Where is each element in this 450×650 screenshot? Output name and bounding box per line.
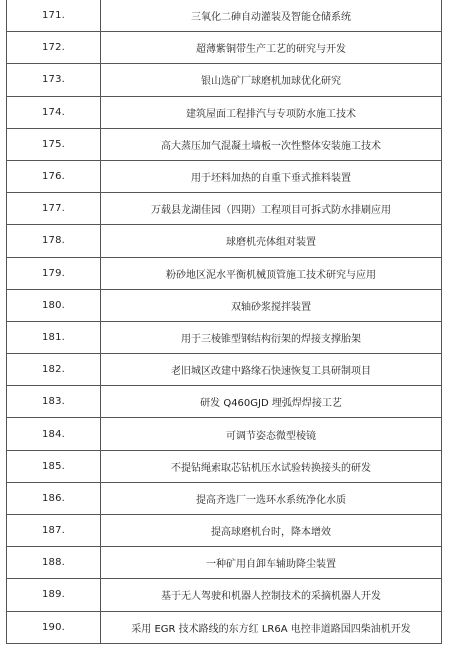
table-row <box>7 225 442 257</box>
project-title: 研发 Q460GJD 埋弧焊焊接工艺 <box>101 386 442 418</box>
project-title: 老旧城区改建中路缘石快速恢复工具研制项目 <box>101 354 442 386</box>
project-title: 三氧化二砷自动灌装及智能仓储系统 <box>101 0 442 32</box>
project-list-table <box>6 0 442 644</box>
row-number: 176. <box>7 160 101 192</box>
table-row <box>7 128 442 160</box>
table-body <box>7 0 442 643</box>
table-row <box>7 418 442 450</box>
row-number: 185. <box>7 450 101 482</box>
table-row <box>7 547 442 579</box>
table-row <box>7 354 442 386</box>
project-title: 一种矿用自卸车辅助降尘装置 <box>101 547 442 579</box>
row-number: 190. <box>7 611 101 643</box>
row-number: 188. <box>7 547 101 579</box>
row-number: 171. <box>7 0 101 32</box>
project-title: 基于无人驾驶和机器人控制技术的采摘机器人开发 <box>101 579 442 611</box>
table-row <box>7 193 442 225</box>
row-number: 178. <box>7 225 101 257</box>
table-row <box>7 515 442 547</box>
project-title: 建筑屋面工程排汽与专项防水施工技术 <box>101 96 442 128</box>
table-row <box>7 96 442 128</box>
project-title: 提高球磨机台时，降本增效 <box>101 515 442 547</box>
row-number: 183. <box>7 386 101 418</box>
table-row <box>7 386 442 418</box>
project-title: 用于三棱锥型钢结构衍架的焊接支撑胎架 <box>101 321 442 353</box>
row-number: 184. <box>7 418 101 450</box>
row-number: 182. <box>7 354 101 386</box>
row-number: 179. <box>7 257 101 289</box>
project-title: 球磨机壳体组对装置 <box>101 225 442 257</box>
row-number: 173. <box>7 64 101 96</box>
project-title: 用于坯料加热的自重下垂式推料装置 <box>101 160 442 192</box>
row-number: 175. <box>7 128 101 160</box>
row-number: 181. <box>7 321 101 353</box>
row-number: 177. <box>7 193 101 225</box>
row-number: 189. <box>7 579 101 611</box>
project-title: 高大蒸压加气混凝土墙板一次性整体安装施工技术 <box>101 128 442 160</box>
table-row <box>7 0 442 32</box>
table-row <box>7 257 442 289</box>
table-row <box>7 160 442 192</box>
project-title: 超薄紫铜带生产工艺的研究与开发 <box>101 32 442 64</box>
row-number: 180. <box>7 289 101 321</box>
row-number: 186. <box>7 482 101 514</box>
table-row <box>7 579 442 611</box>
project-title: 可调节姿态微型棱镜 <box>101 418 442 450</box>
project-title: 万载县龙湖佳园（四期）工程项目可拆式防水排刷应用 <box>101 193 442 225</box>
project-title: 提高齐选厂一选环水系统净化水质 <box>101 482 442 514</box>
table-row <box>7 32 442 64</box>
project-title: 不提钻绳索取芯钻机压水试验转换接头的研发 <box>101 450 442 482</box>
project-title: 双轴砂浆搅拌装置 <box>101 289 442 321</box>
project-title: 银山选矿厂球磨机加球优化研究 <box>101 64 442 96</box>
row-number: 187. <box>7 515 101 547</box>
row-number: 174. <box>7 96 101 128</box>
project-title: 采用 EGR 技术路线的东方红 LR6A 电控非道路国四柴油机开发 <box>101 611 442 643</box>
table-row <box>7 64 442 96</box>
project-title: 粉砂地区泥水平衡机械顶管施工技术研究与应用 <box>101 257 442 289</box>
row-number: 172. <box>7 32 101 64</box>
table-row <box>7 450 442 482</box>
table-row <box>7 482 442 514</box>
table-row <box>7 289 442 321</box>
table-row <box>7 611 442 643</box>
table-row <box>7 321 442 353</box>
